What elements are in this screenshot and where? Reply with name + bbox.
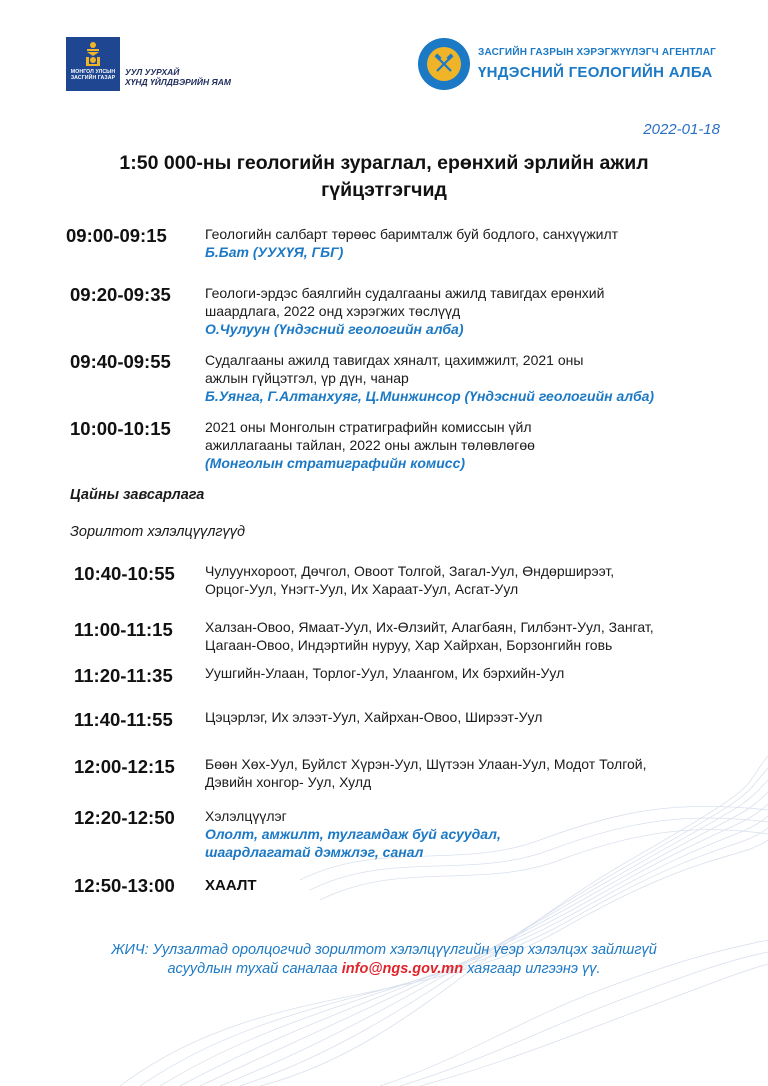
session-item (205, 225, 618, 261)
note-line2 (70, 960, 698, 979)
session-item (205, 284, 604, 338)
discussion-areas: Цагаан-Овоо, Индэртийн нуруу, Хар Хайрхан, Борзонгийн говь (205, 637, 613, 653)
session-time: 10:00-10:15 (70, 418, 171, 439)
session-time: 09:40-09:55 (70, 351, 171, 372)
session-description: 2021 оны Монголын стратиграфийн комиссын үйл (205, 419, 532, 435)
agency-title: ҮНДЭСНИЙ ГЕОЛОГИЙН АЛБА (478, 64, 713, 81)
discussion-item (205, 664, 564, 682)
discussion-time: 11:00-11:15 (74, 619, 173, 640)
discussion-areas: Бөөн Хөх-Уул, Буйлст Хүрэн-Уул, Шүтээн Улаан-Уул, Модот Толгой, (205, 756, 647, 772)
closing-time: 12:50-13:00 (74, 875, 175, 896)
discussion-item (205, 708, 542, 726)
ministry-name (125, 67, 231, 87)
session-item (205, 351, 654, 405)
section-label: Зорилтот хэлэлцүүлгүүд (70, 524, 246, 540)
discussion-areas: Чулуунхороот, Дөчгол, Овоот Толгой, Загал-Уул, Өндөрширээт, (205, 563, 615, 579)
ministry-name-line1: УУЛ УУРХАЙ (125, 67, 180, 77)
session-speaker: Б.Бат (УУХҮЯ, ГБГ) (205, 244, 344, 260)
discussion-areas: Уушгийн-Улаан, Торлог-Уул, Улаангом, Их бэрхийн-Уул (205, 665, 565, 681)
session-speaker: (Монголын стратиграфийн комисс) (205, 455, 466, 471)
page-title (70, 150, 698, 204)
session-description: Судалгааны ажилд тавигдах хяналт, цахимжилт, 2021 оны (205, 352, 584, 368)
forum-time: 12:20-12:50 (74, 807, 175, 828)
discussion-areas: Орцог-Уул, Үнэгт-Уул, Их Хараат-Уул, Асгат-Уул (205, 581, 519, 597)
discussion-item (205, 562, 614, 598)
footer-note (70, 941, 698, 979)
session-description: Геологи-эрдэс баялгийн судалгааны ажилд тавигдах ерөнхий (205, 285, 605, 301)
note-text: асуудлын тухай саналаа (167, 961, 342, 977)
discussion-item (205, 618, 654, 654)
soyombo-icon (84, 41, 102, 67)
forum-topic: шаардлагатай дэмжлэг, санал (205, 844, 424, 860)
session-time: 09:20-09:35 (70, 284, 171, 305)
title-line1: 1:50 000-ны геологийн зураглал, ерөнхий эрлийн ажил (119, 152, 649, 174)
forum-item (205, 807, 501, 861)
note-text: хаягаар илгээнэ үү. (463, 961, 601, 977)
session-description: Геологийн салбарт төрөөс баримталж буй бодлого, санхүүжилт (205, 226, 619, 242)
session-speaker: О.Чулуун (Үндэсний геологийн алба) (205, 321, 464, 337)
discussion-time: 12:00-12:15 (74, 756, 175, 777)
agency-subtitle: ЗАСГИЙН ГАЗРЫН ХЭРЭГЖҮҮЛЭГЧ АГЕНТЛАГ (478, 47, 716, 58)
hammer-icon (433, 53, 455, 75)
session-description: шаардлага, 2022 онд хэрэгжих төслүүд (205, 303, 461, 319)
note-line1: ЖИЧ: Уулзалтад оролцогчид зорилтот хэлэлцүүлгийн үеэр хэлэлцэх зайлшгүй (111, 942, 657, 958)
discussion-time: 11:40-11:55 (74, 709, 173, 730)
email-link[interactable]: info@ngs.gov.mn (341, 961, 464, 977)
ministry-logo (66, 37, 231, 91)
session-speaker: Б.Уянга, Г.Алтанхуяг, Ц.Минжинсор (Үндэсний геологийн алба) (205, 388, 655, 404)
break-label: Цайны завсарлага (70, 487, 205, 503)
discussion-item (205, 755, 647, 791)
session-description: ажлын гүйцэтгэл, үр дүн, чанар (205, 370, 409, 386)
document-date: 2022-01-18 (643, 121, 720, 138)
discussion-time: 10:40-10:55 (74, 563, 175, 584)
agency-logo (418, 38, 716, 90)
discussion-areas: Цэцэрлэг, Их элээт-Уул, Хайрхан-Овоо, Ширээт-Уул (205, 709, 543, 725)
title-line2: гүйцэтгэгчид (321, 179, 447, 201)
soyombo-emblem (66, 37, 120, 91)
discussion-time: 11:20-11:35 (74, 665, 173, 686)
agency-seal-icon (418, 38, 470, 90)
closing-label: ХААЛТ (205, 877, 257, 894)
forum-label: Хэлэлцүүлэг (205, 808, 287, 824)
emblem-caption: МОНГОЛ УЛСЫН ЗАСГИЙН ГАЗАР (70, 69, 116, 81)
discussion-areas: Дэвийн хонгор- Уул, Хулд (205, 774, 372, 790)
session-description: ажиллагааны тайлан, 2022 оны ажлын төлөвлөгөө (205, 437, 535, 453)
discussion-areas: Халзан-Овоо, Ямаат-Уул, Их-Өлзийт, Алагбаян, Гилбэнт-Уул, Зангат, (205, 619, 654, 635)
forum-topic: Ололт, амжилт, тулгамдаж буй асуудал, (205, 826, 501, 842)
session-item (205, 418, 535, 472)
session-time: 09:00-09:15 (66, 225, 167, 246)
ministry-name-line2: ХҮНД ҮЙЛДВЭРИЙН ЯАМ (125, 77, 231, 87)
